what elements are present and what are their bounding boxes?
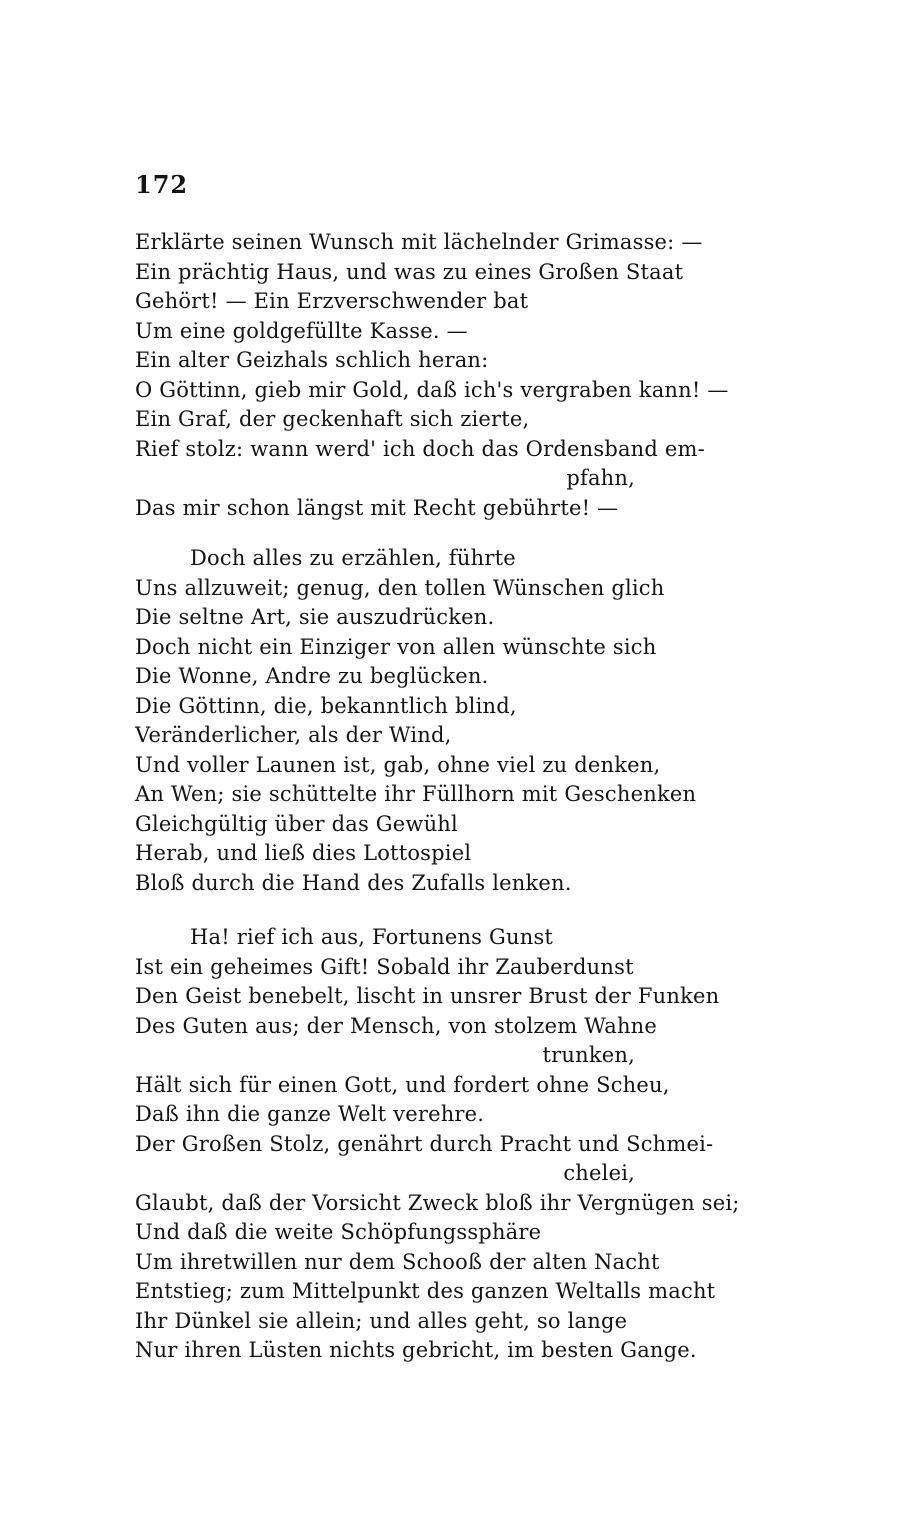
poem-line: Den Geist benebelt, lischt in unsrer Brust der Funken: [135, 984, 720, 1008]
poem-line-carryover: pfahn,: [566, 466, 635, 490]
poem-line: Entstieg; zum Mittelpunkt des ganzen Weltalls macht: [135, 1279, 716, 1303]
poem-line: Ha! rief ich aus, Fortunens Gunst: [190, 925, 554, 949]
poem-line: Doch alles zu erzählen, führte: [190, 546, 516, 570]
stanza-1: [135, 228, 795, 523]
poem-line: Der Großen Stolz, genährt durch Pracht und Schmei-: [135, 1131, 714, 1156]
stanza-3: [135, 923, 795, 1366]
poem-line: Erklärte seinen Wunsch mit lächelnder Grimasse: —: [135, 230, 703, 254]
poem-line-carryover: trunken,: [542, 1043, 635, 1067]
poem-line: Des Guten aus; der Mensch, von stolzem Wahne: [135, 1013, 658, 1038]
poem-line: Die Göttinn, die, bekanntlich blind,: [135, 693, 517, 718]
poem-line: Nur ihren Lüsten nichts gebricht, im besten Gange.: [135, 1338, 697, 1362]
poem-line: Rief stolz: wann werd' ich doch das Ordensband em-: [135, 436, 705, 461]
poem-line-carryover: chelei,: [563, 1161, 635, 1185]
poem-line: Uns allzuweit; genug, den tollen Wünschen glich: [135, 575, 665, 600]
poem-line: Ist ein geheimes Gift! Sobald ihr Zauberdunst: [135, 954, 634, 979]
poem-line: Doch nicht ein Einziger von allen wünschte sich: [135, 634, 657, 659]
poem-line: Daß ihn die ganze Welt verehre.: [135, 1102, 485, 1126]
poem-line: An Wen; sie schüttelte ihr Füllhorn mit Geschenken: [135, 782, 697, 806]
poem-line: Ihr Dünkel sie allein; und alles geht, so lange: [135, 1308, 628, 1333]
poem-line: Die Wonne, Andre zu beglücken.: [135, 664, 489, 688]
poem-line: Um eine goldgefüllte Kasse. —: [135, 318, 468, 343]
poem-line: Um ihretwillen nur dem Schooß der alten Nacht: [135, 1249, 660, 1274]
poem-line: Glaubt, daß der Vorsicht Zweck bloß ihr Vergnügen sei;: [135, 1190, 740, 1215]
stanza-2: [135, 544, 795, 898]
poem-line: Herab, und ließ dies Lottospiel: [135, 841, 472, 865]
poem-line: Veränderlicher, als der Wind,: [135, 723, 452, 747]
poem-line: Die seltne Art, sie auszudrücken.: [135, 605, 495, 629]
poem-line: Ein alter Geizhals schlich heran:: [135, 348, 489, 372]
poem-line: Ein Graf, der geckenhaft sich zierte,: [135, 407, 530, 431]
poem-line: Gleichgültig über das Gewühl: [135, 811, 458, 836]
poem-line: Das mir schon längst mit Recht gebührte! —: [135, 495, 619, 520]
poem-line: Bloß durch die Hand des Zufalls lenken.: [135, 870, 572, 895]
poem-line: Hält sich für einen Gott, und fordert ohne Scheu,: [135, 1072, 670, 1097]
poem-line: Ein prächtig Haus, und was zu eines Großen Staat: [135, 259, 684, 284]
poem-line: Und daß die weite Schöpfungssphäre: [135, 1220, 542, 1244]
poem-line: O Göttinn, gieb mir Gold, daß ich's vergraben kann! —: [135, 377, 729, 402]
poem-line: Gehört! — Ein Erzverschwender bat: [135, 289, 529, 313]
poem-line: Und voller Launen ist, gab, ohne viel zu denken,: [135, 752, 661, 777]
page-number: 172: [135, 170, 189, 199]
